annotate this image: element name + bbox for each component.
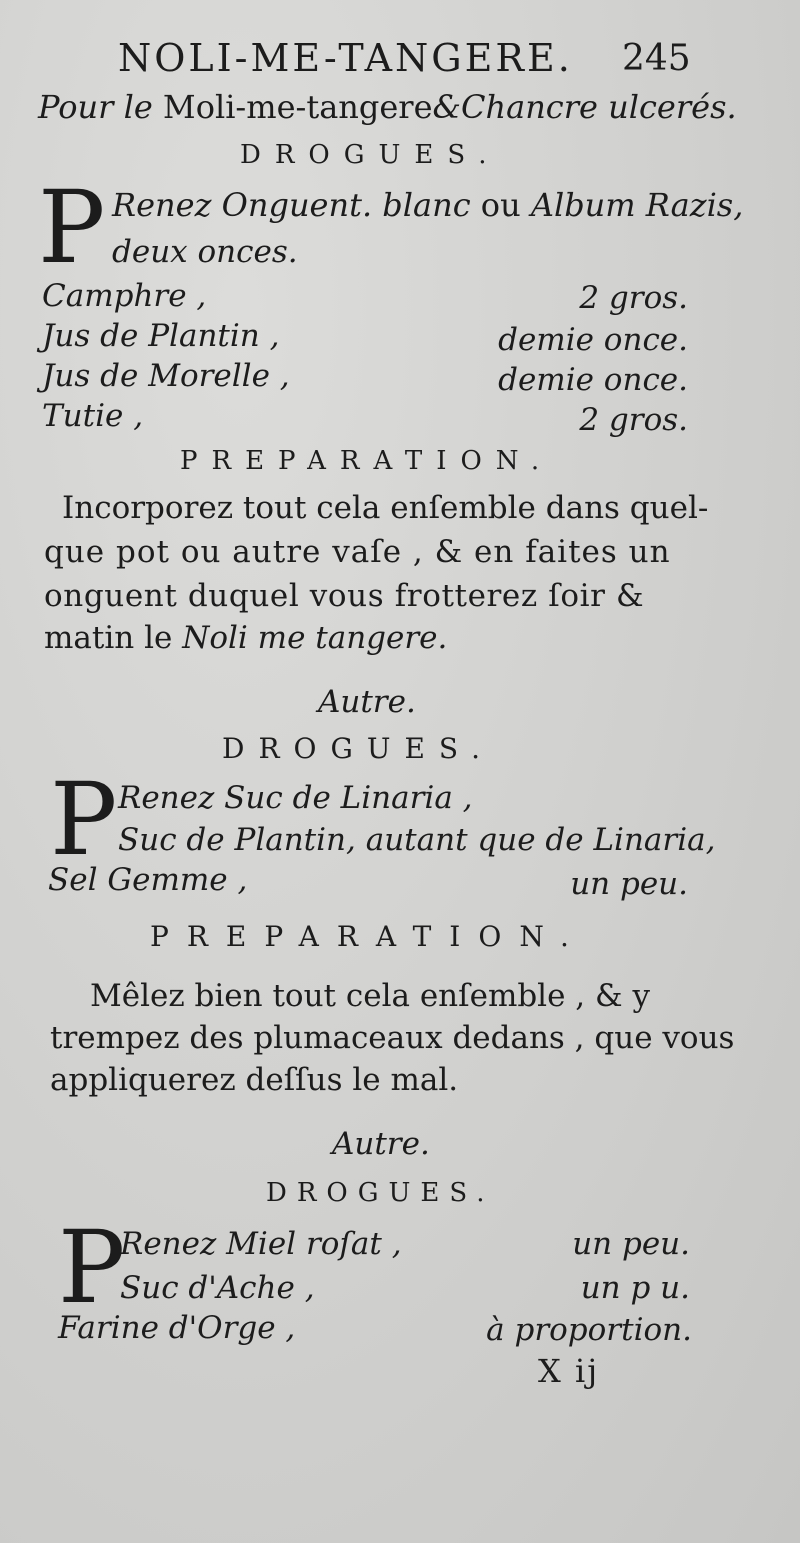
ingredient-name-3: Jus de Morelle , [42,358,290,394]
recipe3-line1: Renez Miel roſat , [120,1226,402,1262]
recipe1-line1a: Renez Onguent. blanc [112,186,471,224]
recipe3-line2: Suc d'Ache , [120,1270,315,1306]
running-head-title: NOLI-ME-TANGERE. [118,36,573,80]
autre-heading-2: Autre. [332,1126,430,1162]
recipe3-line1-qty: un peu. [572,1226,690,1262]
ingredient-qty-5: un peu. [570,866,688,902]
prep2-line1: Mêlez bien tout cela enſemble , & y [90,978,650,1014]
ingredient-name-4: Tutie , [42,398,144,434]
drop-cap-3: P [58,1209,126,1326]
recipe2-line1: Renez Suc de Linaria , [118,780,473,816]
prep1-line4-end: Noli me tangere. [182,620,448,656]
ingredient-qty-2: demie once. [498,322,688,358]
recipe1-line1c: Album Razis, [530,186,744,224]
prep1-line3: onguent duquel vous frotterez ſoir & [44,578,645,614]
recipe1-line1 [112,186,743,224]
recipe1-line2: deux onces. [112,234,298,270]
drogues-heading-1: DROGUES. [240,140,501,170]
prep1-line4-start: matin le [44,620,173,656]
page-number: 245 [622,38,691,79]
preparation-heading-2: PREPARATION. [150,920,587,953]
preparation-heading-1: PREPARATION. [180,446,554,476]
recipe-title-subject: Moli-me-tangere [162,88,433,126]
autre-heading-1: Autre. [318,684,416,720]
ingredient-name-6: Farine d'Orge , [58,1310,296,1346]
ingredient-qty-1: 2 gros. [579,280,688,316]
ingredient-qty-6: à proportion. [486,1312,692,1348]
recipe-title-amp: & [432,88,462,126]
drogues-heading-3: DROGUES. [266,1178,495,1208]
recipe1-line1b: ou [480,186,521,224]
prep2-line3: appliquerez deſſus le mal. [50,1062,459,1098]
recipe-title [38,88,737,126]
prep1-line2: que pot ou autre vaſe , & en faites un [44,534,671,570]
ingredient-name-1: Camphre , [42,278,207,314]
ingredient-name-5: Sel Gemme , [48,862,248,898]
prep1-line1: Incorporez tout cela enſemble dans quel- [62,490,709,526]
recipe2-line2: Suc de Plantin, autant que de Linaria, [118,822,716,858]
ingredient-qty-4: 2 gros. [579,402,688,438]
recipe3-line2-qty: un p u. [580,1270,690,1306]
drogues-heading-2: DROGUES. [222,732,494,765]
recipe-title-end: Chancre ulcerés. [461,88,737,126]
ingredient-name-2: Jus de Plantin , [42,318,280,354]
prep1-line4 [44,620,447,656]
drop-cap-1: P [38,169,106,286]
prep2-line2: trempez des plumaceaux dedans , que vous [50,1020,735,1056]
drop-cap-2: P [50,761,118,878]
recipe-title-start: Pour le [38,88,153,126]
signature-mark: X ij [538,1352,600,1390]
ingredient-qty-3: demie once. [498,362,688,398]
